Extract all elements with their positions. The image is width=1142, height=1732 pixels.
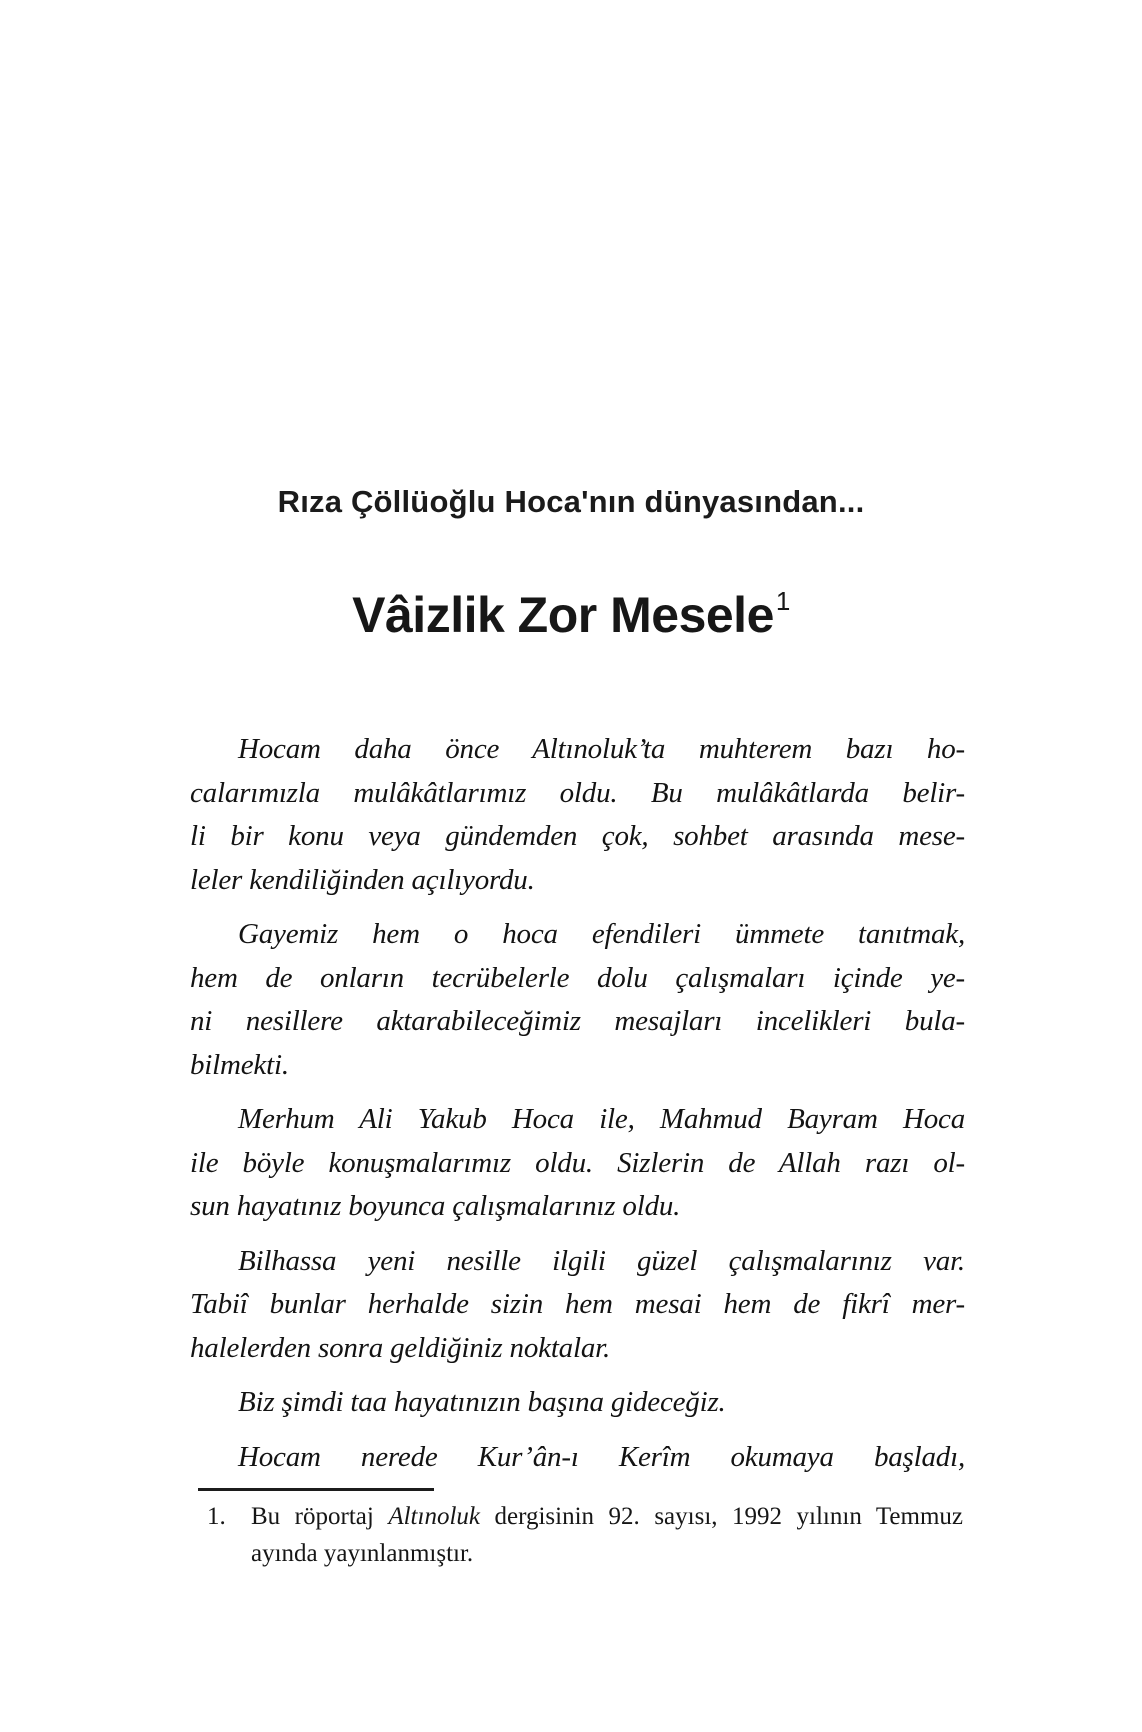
paragraph — [190, 1098, 965, 1229]
paragraph — [190, 728, 965, 902]
footnote-text: dergisinin 92. sayısı, 1992 yılının Temmuz — [480, 1503, 963, 1530]
footnote-line: ayında yayınlanmıştır. — [251, 1540, 474, 1567]
footnote-magazine-name: Altınoluk — [388, 1503, 480, 1530]
footnote-divider — [198, 1488, 434, 1491]
footnote-text: Bu röportaj — [251, 1503, 389, 1530]
text-line: Biz şimdi taa hayatınızın başına gideceğiz. — [238, 1386, 726, 1418]
text-line: Gayemiz hem o hoca efendileri ümmete tanıtmak, — [238, 918, 965, 950]
text-line: calarımızla mulâkâtlarımız oldu. Bu mulâkâtlarda belir- — [190, 776, 965, 809]
text-line: Hocam nerede Kur’ân-ı Kerîm okumaya başladı, — [238, 1440, 965, 1473]
footnote-body — [251, 1498, 963, 1572]
text-line: hem de onların tecrübelerle dolu çalışmaları içinde ye- — [190, 961, 965, 994]
text-line: ile böyle konuşmalarımız oldu. Sizlerin de Allah razı ol- — [190, 1146, 965, 1179]
footnote — [207, 1498, 963, 1572]
paragraph — [190, 1436, 965, 1480]
text-line: sun hayatınız boyunca çalışmalarınız oldu. — [190, 1190, 681, 1222]
body-text — [190, 728, 965, 1490]
footnote-line — [251, 1498, 963, 1535]
text-line: ni nesillere aktarabileceğimiz mesajları incelikleri bula- — [190, 1005, 965, 1037]
paragraph — [190, 1381, 965, 1425]
paragraph — [190, 913, 965, 1087]
paragraph — [190, 1240, 965, 1371]
text-line: halelerden sonra geldiğiniz noktalar. — [190, 1331, 611, 1364]
page-title-text: Vâizlik Zor Mesele — [352, 587, 774, 643]
kicker-heading: Rıza Çöllüoğlu Hoca'nın dünyasından... — [277, 484, 865, 519]
footnote-number: 1. — [207, 1503, 226, 1530]
text-line: li bir konu veya gündemden çok, sohbet arasında mese- — [190, 820, 965, 852]
text-line: bilmekti. — [190, 1048, 289, 1081]
text-line: Tabiî bunlar herhalde sizin hem mesai hem de fikrî mer- — [190, 1288, 965, 1320]
footnote-reference-marker: 1 — [775, 586, 790, 616]
page-title — [0, 586, 1142, 644]
text-line: Merhum Ali Yakub Hoca ile, Mahmud Bayram Hoca — [238, 1103, 965, 1135]
text-line: Hocam daha önce Altınoluk’ta muhterem bazı ho- — [238, 733, 965, 765]
text-line: Bilhassa yeni nesille ilgili güzel çalışmalarınız var. — [238, 1244, 965, 1277]
text-line: leler kendiliğinden açılıyordu. — [190, 863, 535, 896]
